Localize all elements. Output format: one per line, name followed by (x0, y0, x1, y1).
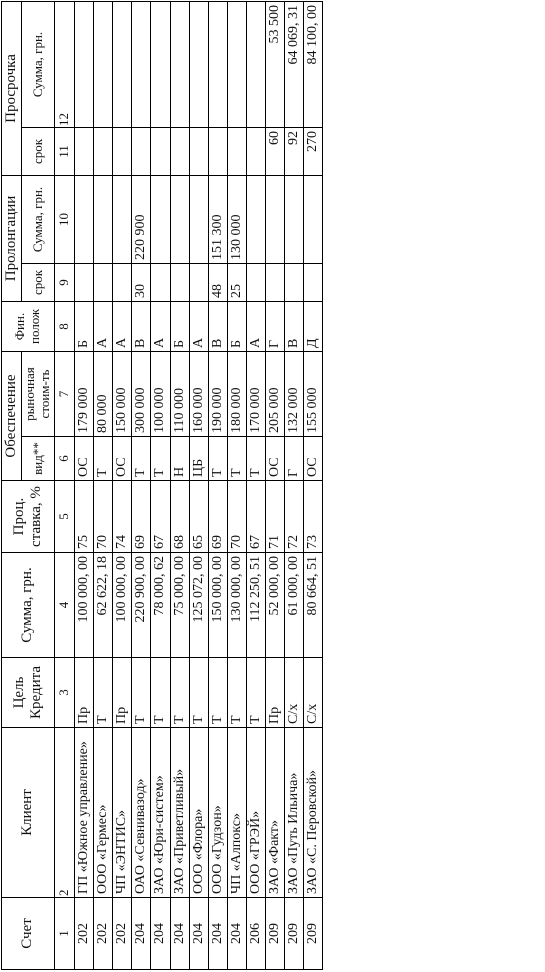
collateral-type-cell: ОС (304, 437, 323, 481)
amount-cell: 52 000, 00 (266, 553, 285, 658)
account-cell: 202 (94, 898, 113, 970)
overdue-sum-cell: 53 500 (266, 1, 285, 127)
purpose-cell: С/х (285, 658, 304, 728)
prolongation-sum-cell (151, 175, 170, 263)
column-number-row (55, 1, 75, 969)
prolongation-sum-cell (246, 175, 265, 263)
column-number: 3 (55, 658, 75, 728)
header-account: Счет (2, 898, 55, 970)
collateral-type-cell: Т (227, 437, 246, 481)
account-cell: 206 (246, 898, 265, 970)
overdue-sum-cell (227, 1, 246, 127)
financial-cell: В (285, 302, 304, 352)
overdue-sum-cell (208, 1, 227, 127)
table-row (266, 1, 285, 969)
purpose-cell: С/х (304, 658, 323, 728)
column-number: 4 (55, 553, 75, 658)
financial-cell: В (132, 302, 151, 352)
prolongation-term-cell (94, 264, 113, 302)
prolongation-term-cell (266, 264, 285, 302)
rate-cell: 69 (208, 481, 227, 553)
rate-cell: 74 (113, 481, 132, 553)
rate-cell: 70 (94, 481, 113, 553)
column-number: 8 (55, 302, 75, 352)
amount-cell: 80 664, 51 (304, 553, 323, 658)
rate-cell: 72 (285, 481, 304, 553)
header-client: Клиент (2, 728, 55, 898)
collateral-type-cell: Т (246, 437, 265, 481)
column-number: 6 (55, 437, 75, 481)
client-cell: ЧП «Алпокс» (227, 728, 246, 898)
collateral-value-cell: 179 000 (75, 352, 94, 437)
header-prolongation: Пролонгации (2, 175, 22, 301)
prolongation-term-cell: 48 (208, 264, 227, 302)
financial-cell: Б (75, 302, 94, 352)
financial-cell: Г (266, 302, 285, 352)
prolongation-sum-cell: 220 900 (132, 175, 151, 263)
prolongation-sum-cell (113, 175, 132, 263)
overdue-term-cell: 60 (266, 127, 285, 175)
header-rate: Проц. ставка, % (2, 481, 55, 553)
amount-cell: 61 000, 00 (285, 553, 304, 658)
account-cell: 204 (132, 898, 151, 970)
purpose-cell: Т (170, 658, 189, 728)
overdue-term-cell (113, 127, 132, 175)
table-row (208, 1, 227, 969)
column-number: 9 (55, 264, 75, 302)
header-overdue-term: срок (22, 127, 55, 175)
prolongation-sum-cell (75, 175, 94, 263)
prolongation-term-cell (246, 264, 265, 302)
prolongation-term-cell (285, 264, 304, 302)
prolongation-term-cell (170, 264, 189, 302)
collateral-value-cell: 300 000 (132, 352, 151, 437)
overdue-term-cell (189, 127, 208, 175)
client-cell: ООО «Флора» (189, 728, 208, 898)
account-cell: 202 (75, 898, 94, 970)
collateral-value-cell: 180 000 (227, 352, 246, 437)
amount-cell: 220 900, 00 (132, 553, 151, 658)
client-cell: ЗАО «Путь Ильича» (285, 728, 304, 898)
purpose-cell: Т (227, 658, 246, 728)
client-cell: ООО «Гудзон» (208, 728, 227, 898)
prolongation-sum-cell: 130 000 (227, 175, 246, 263)
prolongation-sum-cell (189, 175, 208, 263)
table-row (132, 1, 151, 969)
overdue-term-cell: 270 (304, 127, 323, 175)
client-cell: ЗАО «С. Перовской» (304, 728, 323, 898)
account-cell: 204 (151, 898, 170, 970)
prolongation-sum-cell (304, 175, 323, 263)
column-number: 10 (55, 175, 75, 263)
collateral-type-cell: ЦБ (189, 437, 208, 481)
amount-cell: 100 000, 00 (75, 553, 94, 658)
header-collateral: Обеспечение (2, 352, 22, 481)
header-collateral-type: вид** (22, 437, 55, 481)
header-row-1 (2, 1, 22, 969)
header-prolongation-sum: Сумма, грн. (22, 175, 55, 263)
table-row (246, 1, 265, 969)
overdue-term-cell (170, 127, 189, 175)
overdue-sum-cell (246, 1, 265, 127)
financial-cell: А (246, 302, 265, 352)
amount-cell: 130 000, 00 (227, 553, 246, 658)
column-number: 1 (55, 898, 75, 970)
collateral-type-cell: ОС (266, 437, 285, 481)
collateral-value-cell: 160 000 (189, 352, 208, 437)
account-cell: 204 (189, 898, 208, 970)
financial-cell: А (113, 302, 132, 352)
collateral-type-cell: Т (208, 437, 227, 481)
overdue-sum-cell (113, 1, 132, 127)
financial-cell: В (208, 302, 227, 352)
rate-cell: 75 (75, 481, 94, 553)
purpose-cell: Т (189, 658, 208, 728)
table-row (227, 1, 246, 969)
overdue-term-cell (132, 127, 151, 175)
account-cell: 209 (285, 898, 304, 970)
header-financial: Фин. полож (2, 302, 55, 352)
client-cell: ООО «ГРЭЙ» (246, 728, 265, 898)
collateral-type-cell: Н (170, 437, 189, 481)
collateral-value-cell: 80 000 (94, 352, 113, 437)
header-overdue-sum: Сумма, грн. (22, 1, 55, 127)
prolongation-sum-cell (170, 175, 189, 263)
rate-cell: 65 (189, 481, 208, 553)
table-row (285, 1, 304, 969)
collateral-type-cell: ОС (75, 437, 94, 481)
prolongation-term-cell (304, 264, 323, 302)
collateral-type-cell: Т (151, 437, 170, 481)
header-overdue: Просрочка (2, 1, 22, 175)
collateral-type-cell: Т (132, 437, 151, 481)
overdue-sum-cell (151, 1, 170, 127)
collateral-value-cell: 150 000 (113, 352, 132, 437)
financial-cell: А (189, 302, 208, 352)
rate-cell: 70 (227, 481, 246, 553)
account-cell: 204 (170, 898, 189, 970)
amount-cell: 62 622, 18 (94, 553, 113, 658)
rate-cell: 73 (304, 481, 323, 553)
purpose-cell: Т (246, 658, 265, 728)
collateral-value-cell: 155 000 (304, 352, 323, 437)
account-cell: 209 (266, 898, 285, 970)
purpose-cell: Пр (266, 658, 285, 728)
prolongation-term-cell (189, 264, 208, 302)
table-row (304, 1, 323, 969)
collateral-value-cell: 132 000 (285, 352, 304, 437)
rate-cell: 67 (151, 481, 170, 553)
financial-cell: Б (170, 302, 189, 352)
purpose-cell: Т (94, 658, 113, 728)
client-cell: ЗАО «Приветливый» (170, 728, 189, 898)
amount-cell: 150 000, 00 (208, 553, 227, 658)
overdue-term-cell (94, 127, 113, 175)
overdue-term-cell: 92 (285, 127, 304, 175)
amount-cell: 125 072, 00 (189, 553, 208, 658)
prolongation-term-cell: 30 (132, 264, 151, 302)
client-cell: ОАО «Севнивазод» (132, 728, 151, 898)
purpose-cell: Т (208, 658, 227, 728)
overdue-sum-cell (75, 1, 94, 127)
table-row (189, 1, 208, 969)
header-collateral-value: рыночная стоим-ть (22, 352, 55, 437)
rate-cell: 71 (266, 481, 285, 553)
collateral-type-cell: Т (94, 437, 113, 481)
prolongation-sum-cell (285, 175, 304, 263)
financial-cell: А (151, 302, 170, 352)
client-cell: ЗАО «Факт» (266, 728, 285, 898)
overdue-term-cell (208, 127, 227, 175)
client-cell: ГП «Южное управление» (75, 728, 94, 898)
account-cell: 204 (208, 898, 227, 970)
column-number: 5 (55, 481, 75, 553)
collateral-value-cell: 100 000 (151, 352, 170, 437)
header-amount: Сумма, грн. (2, 553, 55, 658)
overdue-sum-cell: 64 069, 31 (285, 1, 304, 127)
amount-cell: 75 000, 00 (170, 553, 189, 658)
financial-cell: А (94, 302, 113, 352)
overdue-term-cell (75, 127, 94, 175)
financial-cell: Б (227, 302, 246, 352)
prolongation-sum-cell: 151 300 (208, 175, 227, 263)
overdue-sum-cell (170, 1, 189, 127)
collateral-type-cell: ОС (113, 437, 132, 481)
overdue-sum-cell (94, 1, 113, 127)
overdue-term-cell (151, 127, 170, 175)
purpose-cell: Т (132, 658, 151, 728)
table-row (151, 1, 170, 969)
column-number: 2 (55, 728, 75, 898)
collateral-value-cell: 205 000 (266, 352, 285, 437)
prolongation-term-cell (113, 264, 132, 302)
table-row (94, 1, 113, 969)
collateral-value-cell: 170 000 (246, 352, 265, 437)
overdue-term-cell (227, 127, 246, 175)
purpose-cell: Т (151, 658, 170, 728)
overdue-term-cell (246, 127, 265, 175)
prolongation-sum-cell (266, 175, 285, 263)
collateral-value-cell: 190 000 (208, 352, 227, 437)
amount-cell: 78 000, 62 (151, 553, 170, 658)
purpose-cell: Пр (113, 658, 132, 728)
amount-cell: 100 000, 00 (113, 553, 132, 658)
amount-cell: 112 250, 51 (246, 553, 265, 658)
header-prolongation-term: срок (22, 264, 55, 302)
overdue-sum-cell: 84 100, 00 (304, 1, 323, 127)
rate-cell: 67 (246, 481, 265, 553)
table-row (170, 1, 189, 969)
prolongation-term-cell (151, 264, 170, 302)
table-row (113, 1, 132, 969)
rate-cell: 69 (132, 481, 151, 553)
collateral-type-cell: Г (285, 437, 304, 481)
account-cell: 202 (113, 898, 132, 970)
table-body (75, 1, 323, 969)
prolongation-term-cell: 25 (227, 264, 246, 302)
rate-cell: 68 (170, 481, 189, 553)
header-purpose: Цель Кредита (2, 658, 55, 728)
column-number: 12 (55, 1, 75, 127)
purpose-cell: Пр (75, 658, 94, 728)
client-cell: ЧП «ЭНТИС» (113, 728, 132, 898)
column-number: 7 (55, 352, 75, 437)
table-row (75, 1, 94, 969)
financial-cell: Д (304, 302, 323, 352)
client-cell: ООО «Гермес» (94, 728, 113, 898)
client-cell: ЗАО «Юри-систем» (151, 728, 170, 898)
overdue-sum-cell (132, 1, 151, 127)
prolongation-term-cell (75, 264, 94, 302)
account-cell: 204 (227, 898, 246, 970)
account-cell: 209 (304, 898, 323, 970)
column-number: 11 (55, 127, 75, 175)
credit-portfolio-table (1, 1, 323, 970)
prolongation-sum-cell (94, 175, 113, 263)
overdue-sum-cell (189, 1, 208, 127)
collateral-value-cell: 110 000 (170, 352, 189, 437)
